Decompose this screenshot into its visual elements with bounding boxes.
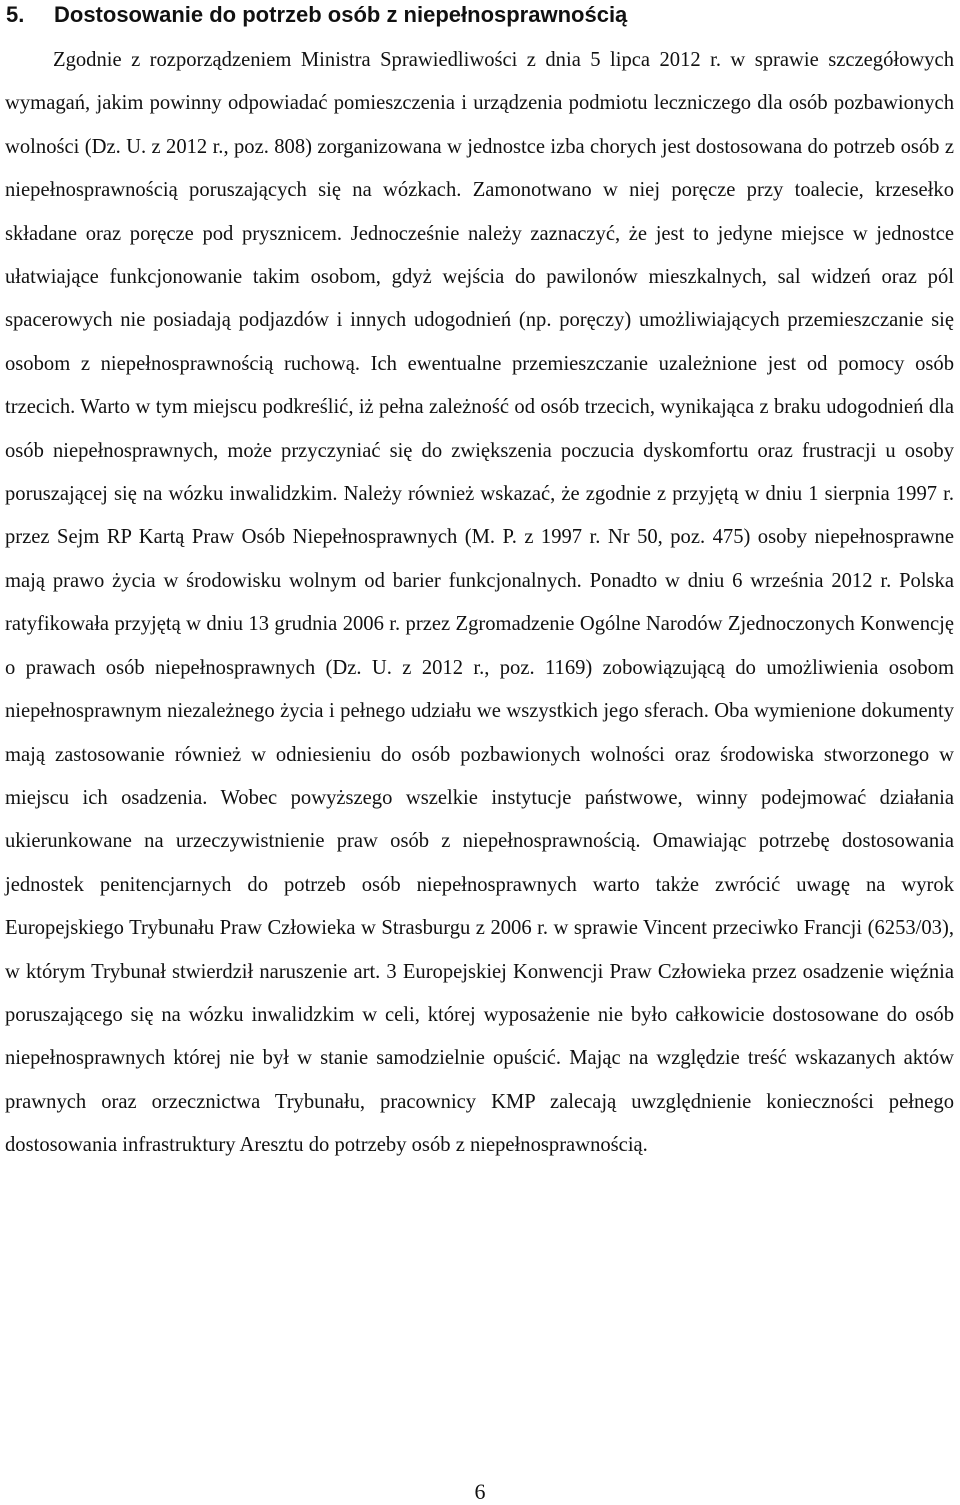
- section-heading: [6, 0, 946, 30]
- page-number: 6: [474, 1479, 486, 1504]
- section-number: 5.: [6, 2, 25, 27]
- body-paragraph: Zgodnie z rozporządzeniem Ministra Sprawiedliwości z dnia 5 lipca 2012 r. w sprawie szczegółowych wymagań, jakim powinny odpowiadać pomieszczenia i urządzenia podmiotu leczniczego dla osób pozbawionych wolności (Dz. U. z 2012 r., poz. 808) zorganizowana w jednostce izba chorych jest dostosowana do potrzeb osób z niepełnosprawnością poruszających się na wózkach. Zamonotwano w niej poręcze przy toalecie, krzesełko składane oraz poręcze pod prysznicem. Jednocześnie należy zaznaczyć, że jest to jedyne miejsce w jednostce ułatwiające funkcjonowanie takim osobom, gdyż wejścia do pawilonów mieszkalnych, sal widzeń oraz pól spacerowych nie posiadają podjazdów i innych udogodnień (np. poręczy) umożliwiających przemieszczanie się osobom z niepełnosprawnością ruchową. Ich ewentualne przemieszczanie uzależnione jest od pomocy osób trzecich. Warto w tym miejscu podkreślić, iż pełna zależność od osób trzecich, wynikająca z braku udogodnień dla osób niepełnosprawnych, może przyczyniać się do zwiększenia poczucia dyskomfortu oraz frustracji u osoby poruszającej się na wózku inwalidzkim. Należy również wskazać, że zgodnie z przyjętą w dniu 1 sierpnia 1997 r. przez Sejm RP Kartą Praw Osób Niepełnosprawnych (M. P. z 1997 r. Nr 50, poz. 475) osoby niepełnosprawne mają prawo życia w środowisku wolnym od barier funkcjonalnych. Ponadto w dniu 6 września 2012 r. Polska ratyfikowała przyjętą w dniu 13 grudnia 2006 r. przez Zgromadzenie Ogólne Narodów Zjednoczonych Konwencję o prawach osób niepełnosprawnych (Dz. U. z 2012 r., poz. 1169) zobowiązującą do umożliwienia osobom niepełnosprawnym niezależnego życia i pełnego udziału we wszystkich jego sferach. Oba wymienione dokumenty mają zastosowanie również w odniesieniu do osób pozbawionych wolności oraz środowiska stworzonego w miejscu ich osadzenia. Wobec powyższego wszelkie instytucje państwowe, winny podejmować działania ukierunkowane na urzeczywistnienie praw osób z niepełnosprawnością. Omawiając potrzebę dostosowania jednostek penitencjarnych do potrzeb osób niepełnosprawnych warto także zwrócić uwagę na wyrok Europejskiego Trybunału Praw Człowieka w Strasburgu z 2006 r. w sprawie Vincent przeciwko Francji (6253/03), w którym Trybunał stwierdził naruszenie art. 3 Europejskiej Konwencji Praw Człowieka przez osadzenie więźnia poruszającego się na wózku inwalidzkim w celi, której wyposażenie nie było całkowicie dostosowane do osób niepełnosprawnych której nie był w stanie samodzielnie opuścić. Mając na względzie treść wskazanych aktów prawnych oraz orzecznictwa Trybunału, pracownicy KMP zalecają uwzględnienie konieczności pełnego dostosowania infrastruktury Aresztu do potrzeby osób z niepełnosprawnością.: [5, 49, 954, 1157]
- section-title: Dostosowanie do potrzeb osób z niepełnosprawnością: [54, 2, 628, 27]
